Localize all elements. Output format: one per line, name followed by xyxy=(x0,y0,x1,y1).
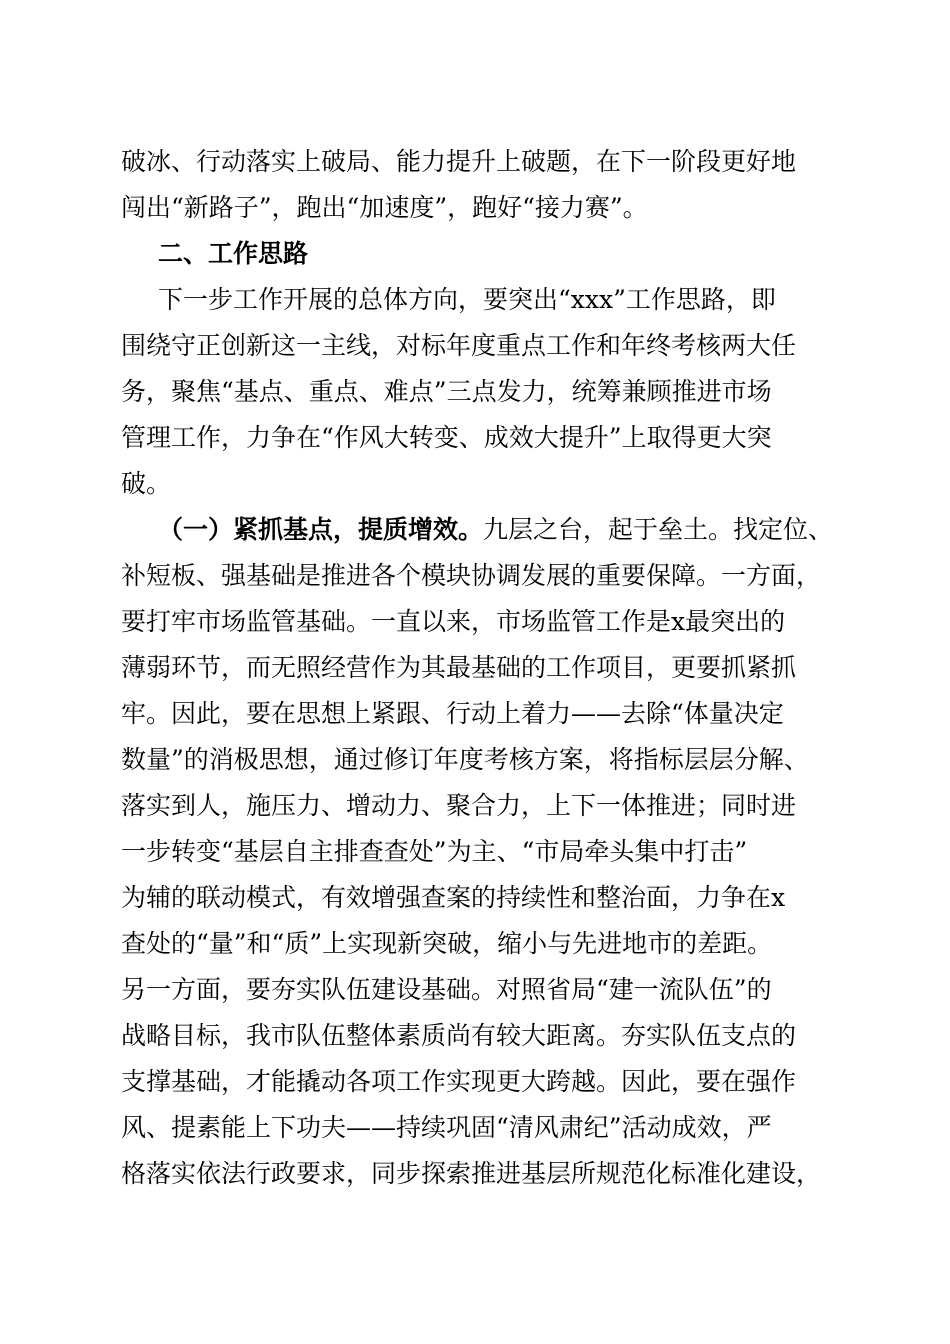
text-line-24: 格落实依法行政要求，同步探索推进基层所规范化标准化建设， xyxy=(121,1159,822,1188)
text-line-11: 补短板、强基础是推进各个模块协调发展的重要保障。一方面， xyxy=(121,561,822,590)
text-line-8: 破。 xyxy=(121,469,172,498)
text-line-16: 落实到人，施压力、增动力、聚合力，上下一体推进；同时进 xyxy=(121,791,797,820)
section-heading-work-approach: 二、工作思路 xyxy=(158,239,309,268)
subsection-lead-text: 九层之台，起于垒土。找定位、 xyxy=(483,515,834,544)
text-line-20: 另一方面，要夯实队伍建设基础。对照省局“建一流队伍”的 xyxy=(121,975,772,1004)
text-line-4: 下一步工作开展的总体方向，要突出“xxx”工作思路，即 xyxy=(158,285,776,314)
subsection-title: 紧抓基点，提质增效。 xyxy=(233,515,484,544)
text-line-18: 为辅的联动模式，有效增强查案的持续性和整治面，力争在x xyxy=(121,883,786,912)
subsection-line-1 xyxy=(158,507,861,553)
text-line-7: 管理工作，力争在“作风大转变、成效大提升”上取得更大突 xyxy=(121,423,772,452)
text-line-19: 查处的“量”和“质”上实现新突破，缩小与先进地市的差距。 xyxy=(121,929,773,958)
text-line-13: 薄弱环节，而无照经营作为其最基础的工作项目，更要抓紧抓 xyxy=(121,653,797,682)
text-line-2: 闯出“新路子”，跑出“加速度”，跑好“接力赛”。 xyxy=(121,193,648,222)
text-line-5: 围绕守正创新这一主线，对标年度重点工作和年终考核两大任 xyxy=(121,331,797,360)
text-line-12: 要打牢市场监管基础。一直以来，市场监管工作是x最突出的 xyxy=(121,607,786,636)
text-line-17: 一步转变“基层自主排查查处”为主、“市局牵头集中打击” xyxy=(121,837,748,866)
text-line-23: 风、提素能上下功夫——持续巩固“清风肃纪”活动成效，严 xyxy=(121,1113,772,1142)
text-line-15: 数量”的消极思想，通过修订年度考核方案，将指标层层分解、 xyxy=(121,745,809,774)
text-line-14: 牢。因此，要在思想上紧跟、行动上着力——去除“体量决定 xyxy=(121,699,784,728)
subsection-number: （一） xyxy=(158,515,234,544)
text-line-1: 破冰、行动落实上破局、能力提升上破题，在下一阶段更好地 xyxy=(121,147,797,176)
text-line-21: 战略目标，我市队伍整体素质尚有较大距离。夯实队伍支点的 xyxy=(121,1021,797,1050)
text-line-22: 支撑基础，才能撬动各项工作实现更大跨越。因此，要在强作 xyxy=(121,1067,797,1096)
text-line-6: 务，聚焦“基点、重点、难点”三点发力，统筹兼顾推进市场 xyxy=(121,377,772,406)
